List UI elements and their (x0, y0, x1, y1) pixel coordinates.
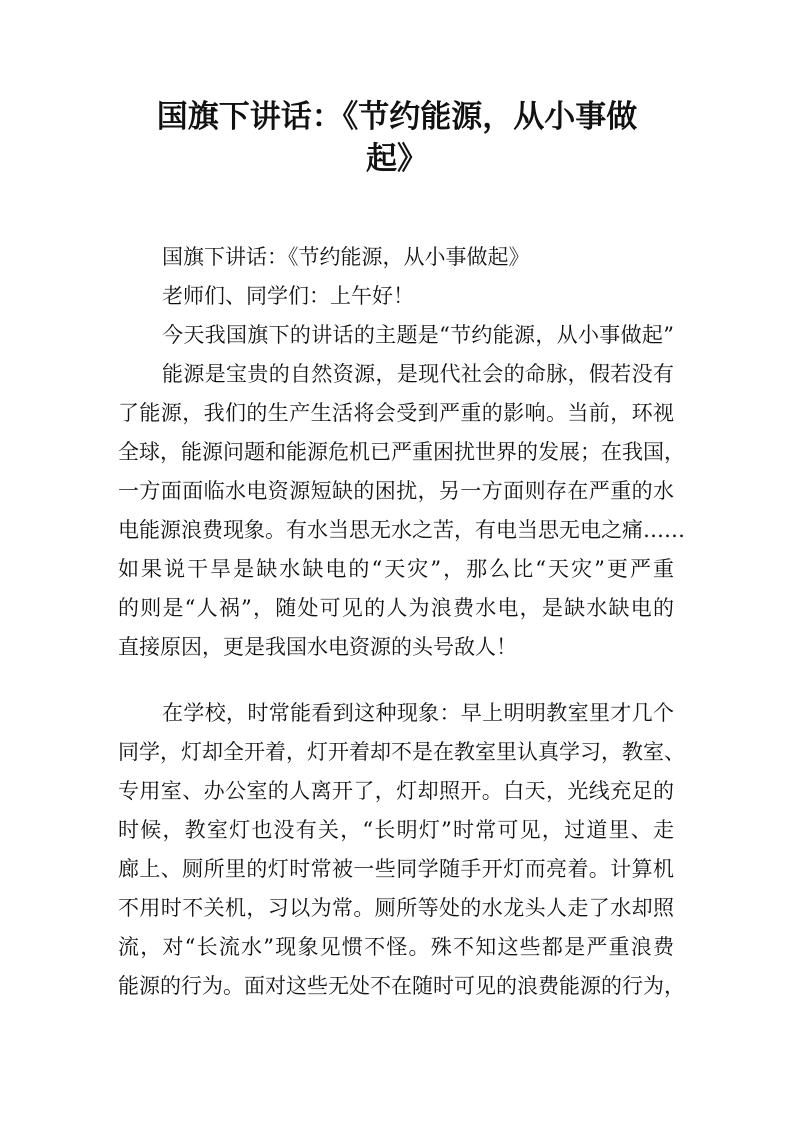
text-line: 全球，能源问题和能源危机已严重困扰世界的发展；在我国， (118, 440, 685, 464)
paragraph-greeting (118, 277, 674, 316)
text-line: 专用室、办公室的人离开了，灯却照开。白天，光线充足的 (118, 779, 674, 803)
text-line: 时候，教室灯也没有关，“长明灯”时常可见，过道里、走 (118, 818, 674, 842)
paragraph-school (118, 694, 685, 1006)
document-body (118, 238, 685, 1006)
text-line: 不用时不关机，习以为常。厕所等处的水龙头人走了水却照 (118, 896, 674, 920)
document-title (120, 96, 674, 180)
title-line: 起》 (366, 141, 428, 177)
text-line: 同学，灯却全开着，灯开着却不是在教室里认真学习，教室、 (118, 740, 685, 764)
text-line: 廊上、厕所里的灯时常被一些同学随手开灯而亮着。计算机 (118, 857, 674, 881)
text-line: 一方面面临水电资源短缺的困扰，另一方面则存在严重的水 (118, 479, 674, 503)
paragraph-theme (118, 316, 674, 355)
text-line: 国旗下讲话：《节约能源，从小事做起》 (162, 245, 530, 269)
paragraph-energy (118, 355, 685, 667)
title-line: 国旗下讲话：《节约能源，从小事做 (156, 99, 638, 135)
text-line: 电能源浪费现象。有水当思无水之苦，有电当思无电之痛…… (118, 518, 685, 542)
text-line: 老师们、同学们：上午好！ (162, 284, 414, 308)
text-line: 的则是“人祸”，随处可见的人为浪费水电，是缺水缺电的 (118, 596, 674, 620)
text-line: 如果说干旱是缺水缺电的“天灾”，那么比“天灾”更严重 (118, 557, 674, 581)
text-line: 流，对“长流水”现象见惯不怪。殊不知这些都是严重浪费 (118, 935, 674, 959)
paragraph-heading (118, 238, 674, 277)
text-line: 能源是宝贵的自然资源，是现代社会的命脉，假若没有 (162, 362, 674, 386)
text-line: 了能源，我们的生产生活将会受到严重的影响。当前，环视 (118, 401, 674, 425)
text-line: 在学校，时常能看到这种现象：早上明明教室里才几个 (162, 701, 674, 725)
text-line: 今天我国旗下的讲话的主题是“节约能源，从小事做起” (162, 323, 674, 347)
text-line: 能源的行为。面对这些无处不在随时可见的浪费能源的行为， (118, 974, 685, 998)
text-line: 直接原因，更是我国水电资源的头号敌人！ (118, 635, 517, 659)
